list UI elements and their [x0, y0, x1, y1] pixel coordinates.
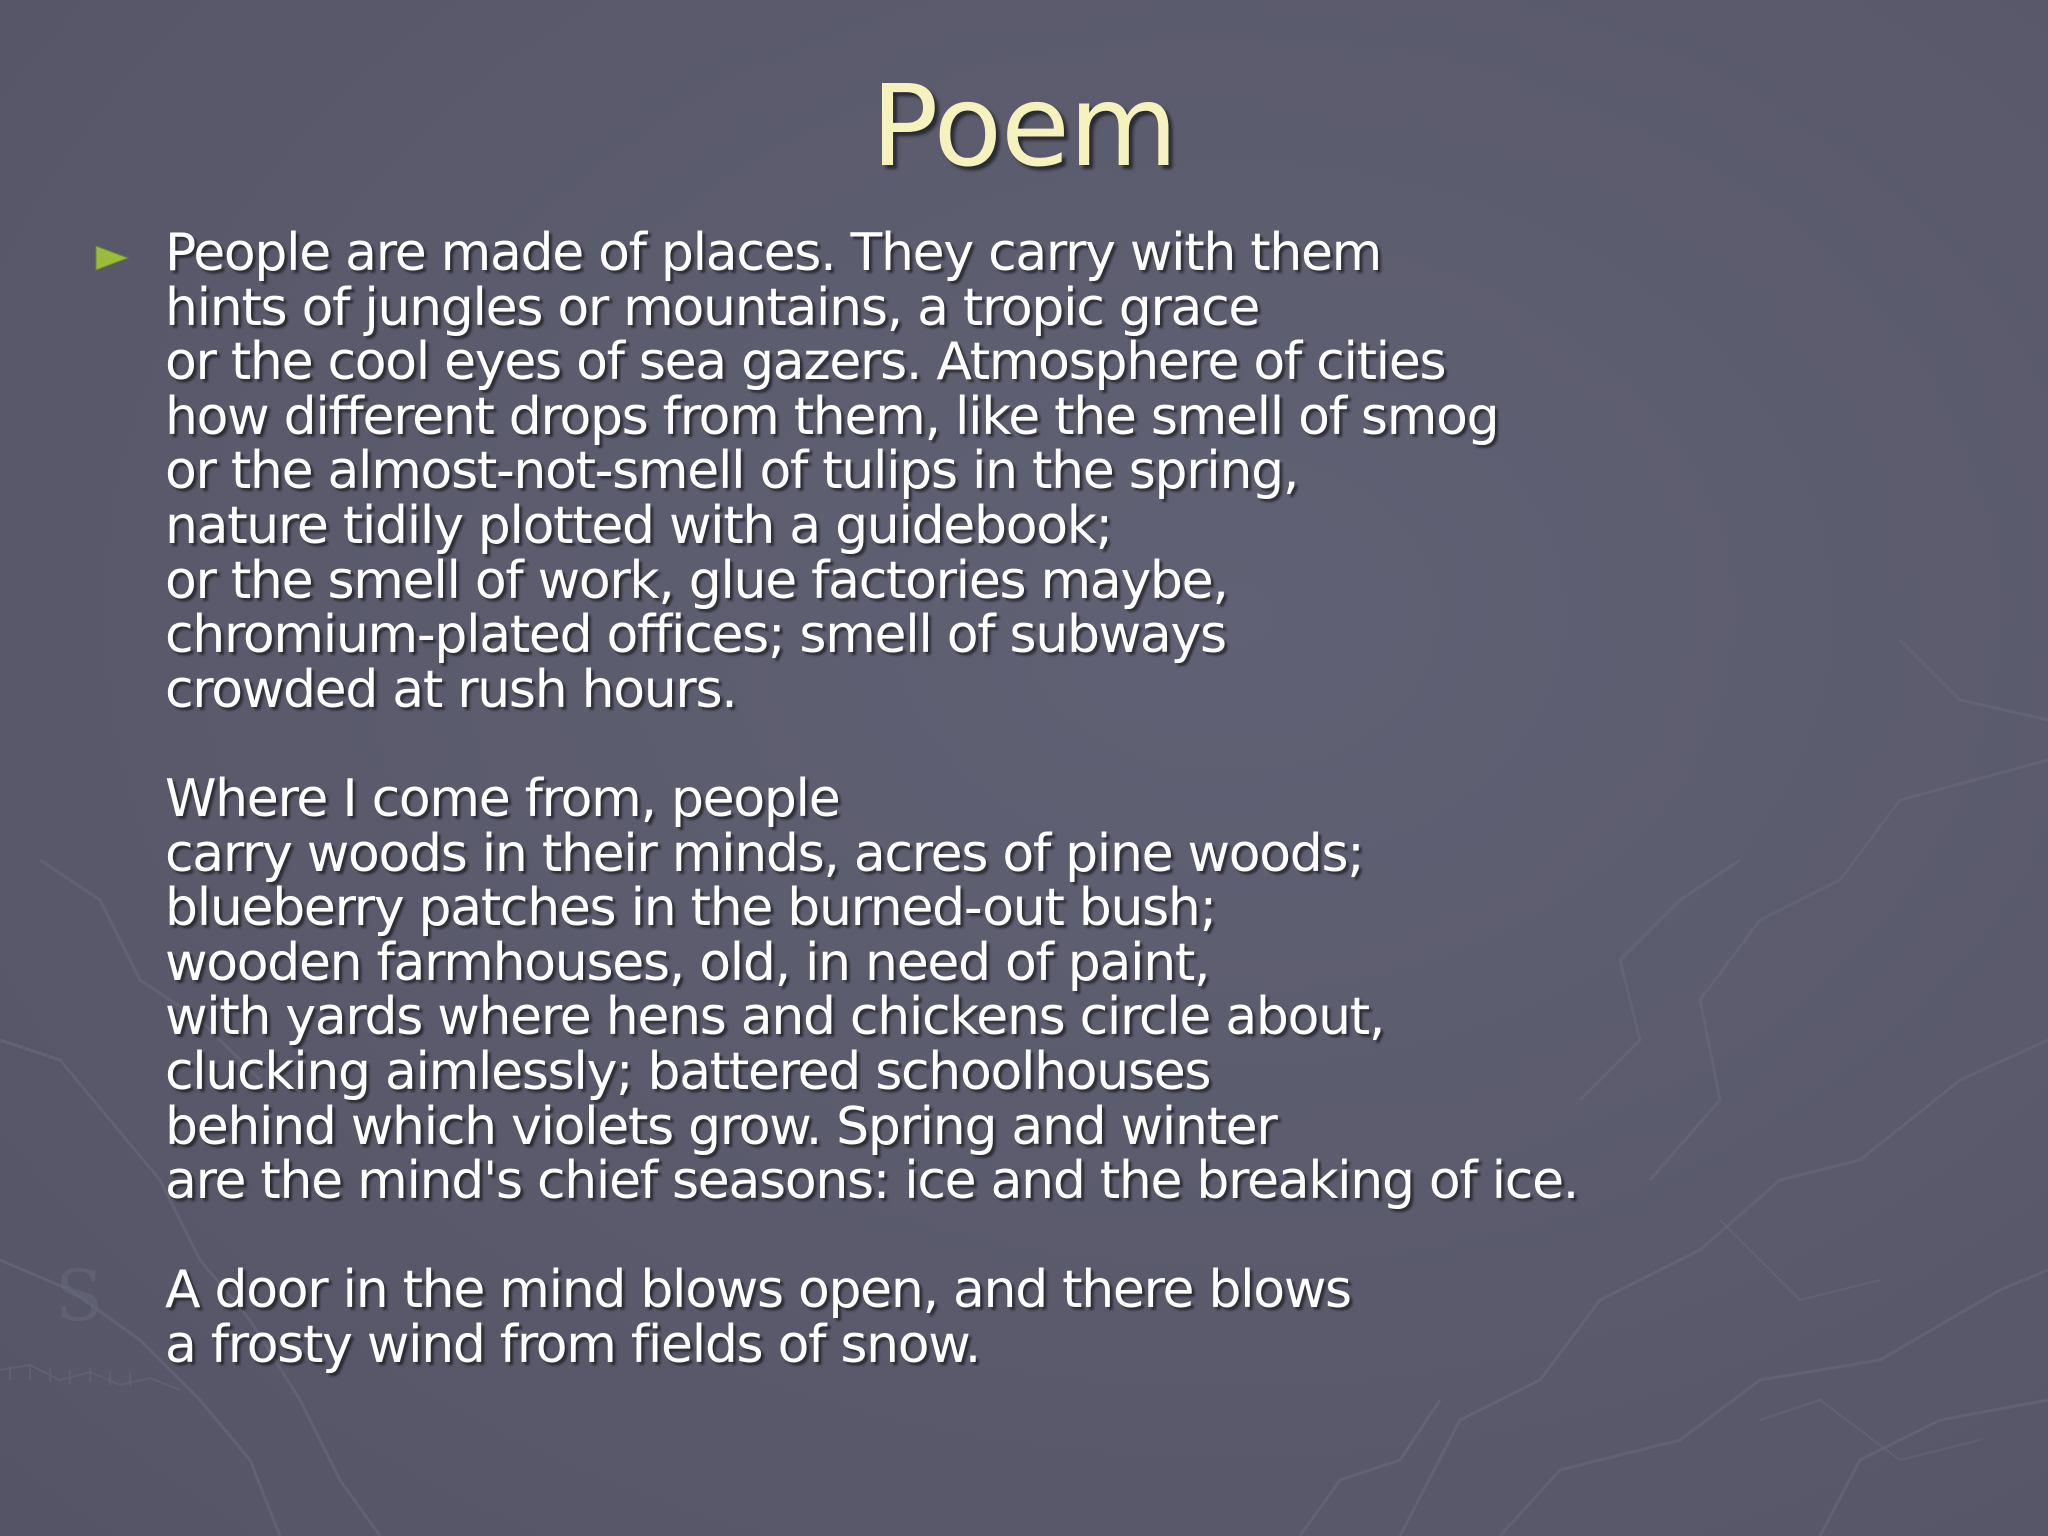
poem-line: behind which violets grow. Spring and winter: [165, 1096, 1277, 1157]
svg-text:S: S: [55, 1255, 103, 1337]
poem-body: [165, 223, 2025, 1375]
poem-line: or the almost-not-smell of tulips in the spring,: [165, 441, 1299, 502]
poem-line: People are made of places. They carry with them: [165, 223, 1382, 283]
poem-line: or the cool eyes of sea gazers. Atmosphere of cities: [165, 332, 1446, 393]
poem-line: hints of jungles or mountains, a tropic grace: [165, 277, 1260, 338]
poem-line: blueberry patches in the burned-out bush;: [165, 878, 1216, 939]
poem-line: with yards where hens and chickens circle about,: [165, 987, 1385, 1048]
poem-line: carry woods in their minds, acres of pine woods;: [165, 823, 1364, 884]
poem-stanza-3: [165, 1260, 2025, 1375]
poem-line: clucking aimlessly; battered schoolhouses: [165, 1041, 1211, 1102]
triangle-bullet-icon: [92, 238, 132, 278]
poem-line: crowded at rush hours.: [165, 659, 737, 720]
slide-title: Poem: [870, 62, 1178, 192]
poem-line: a frosty wind from fields of snow.: [165, 1314, 980, 1375]
poem-line: chromium-plated offices; smell of subways: [165, 605, 1226, 666]
poem-stanza-2: [165, 768, 2025, 1212]
poem-line: Where I come from, people: [165, 768, 840, 829]
poem-line: or the smell of work, glue factories maybe,: [165, 550, 1228, 611]
poem-stanza-1: [165, 223, 2025, 720]
poem-line: are the mind's chief seasons: ice and the breaking of ice.: [165, 1151, 1578, 1212]
poem-line: nature tidily plotted with a guidebook;: [165, 495, 1112, 556]
poem-line: how different drops from them, like the smell of smog: [165, 386, 1499, 447]
poem-line: wooden farmhouses, old, in need of paint,: [165, 932, 1210, 993]
poem-line: A door in the mind blows open, and there blows: [165, 1260, 1351, 1321]
